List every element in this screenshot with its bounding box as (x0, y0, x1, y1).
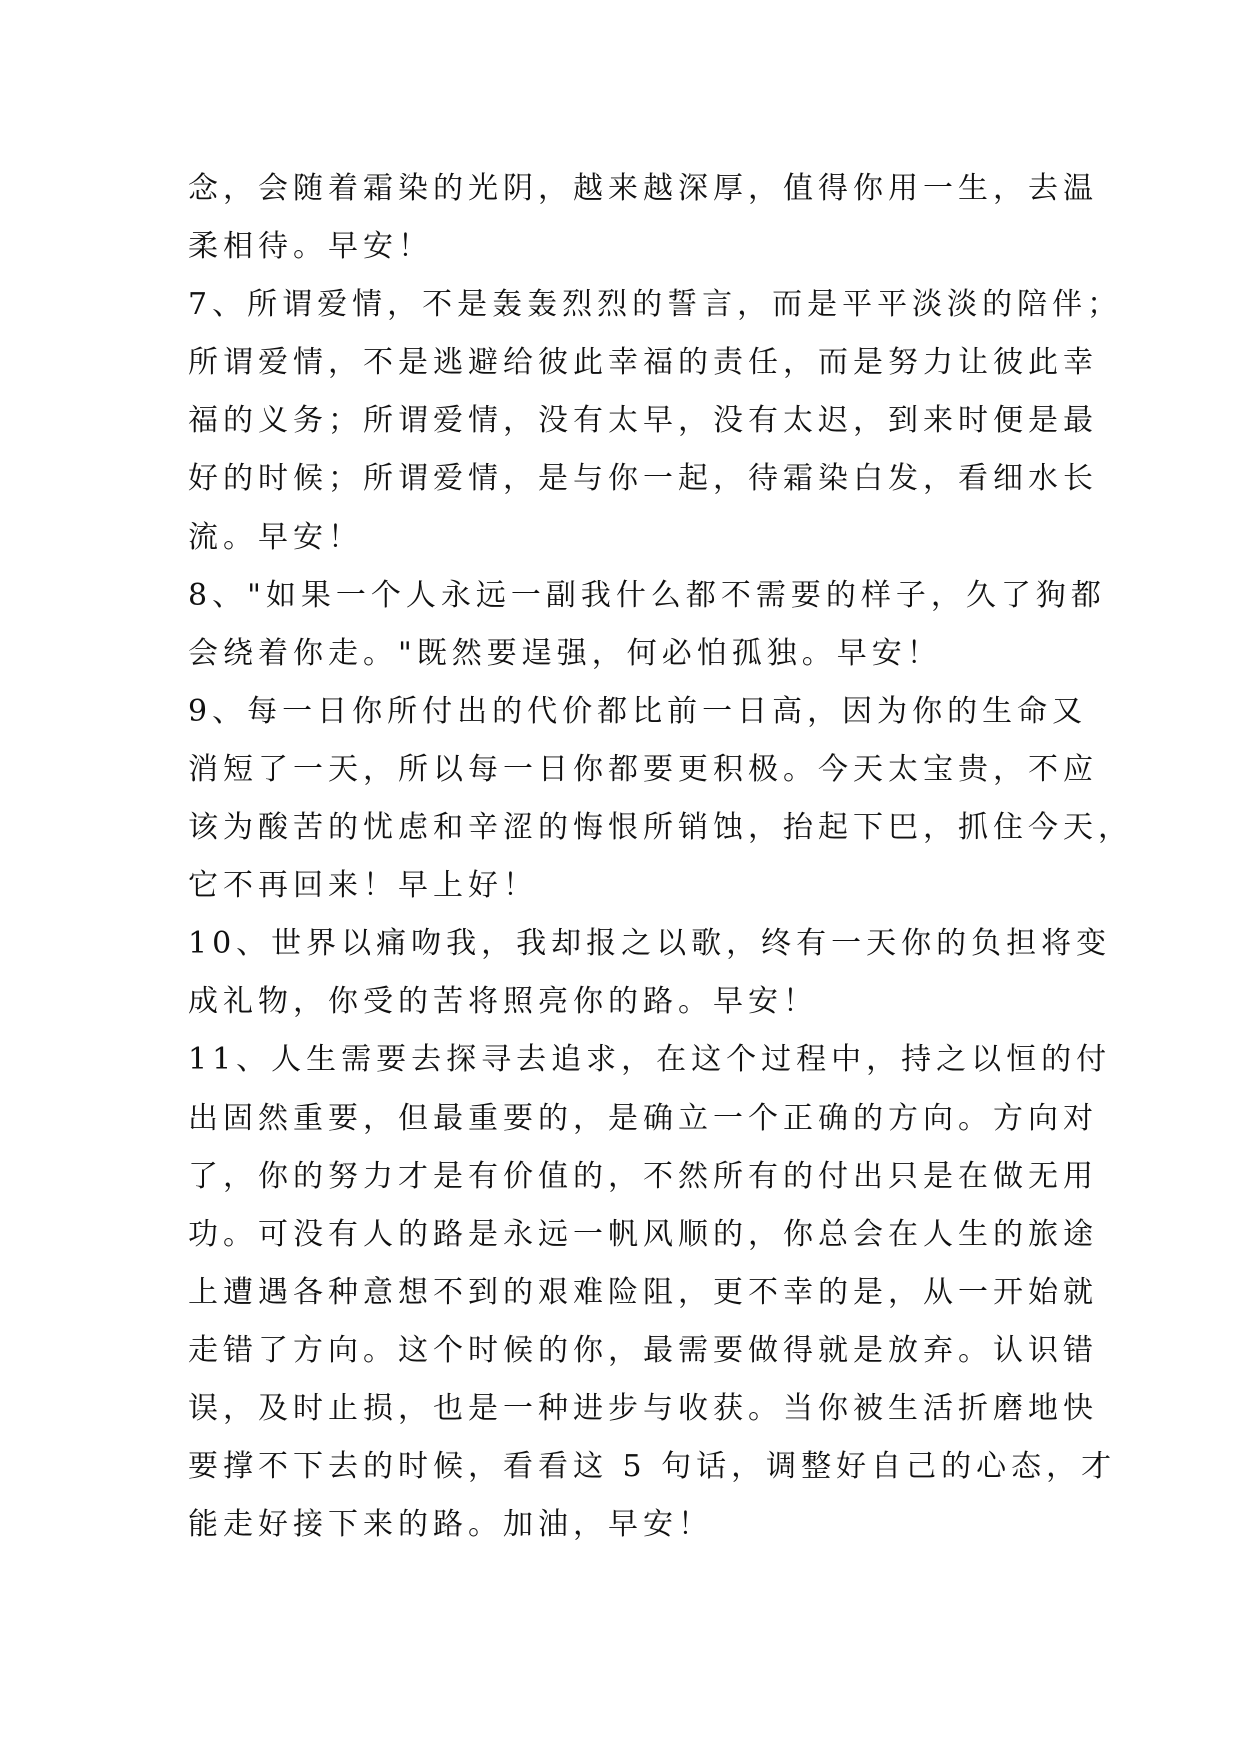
text-line: 了，你的努力才是有价值的，不然所有的付出只是在做无用 (188, 1158, 1098, 1194)
text-line: 福的义务；所谓爱情，没有太早，没有太迟，到来时便是最 (188, 403, 1098, 439)
text-line: 11、人生需要去探寻去追求，在这个过程中，持之以恒的付 (188, 1042, 1112, 1078)
text-line: 它不再回来！早上好！ (188, 868, 538, 904)
text-line: 成礼物，你受的苦将照亮你的路。早安！ (188, 984, 818, 1020)
text-line: 好的时候；所谓爱情，是与你一起，待霜染白发，看细水长 (188, 461, 1098, 497)
text-line: 该为酸苦的忧虑和辛涩的悔恨所销蚀，抬起下巴，抓住今天， (188, 810, 1133, 846)
text-line: 流。早安！ (188, 519, 363, 555)
text-line: 8、"如果一个人永远一副我什么都不需要的样子，久了狗都 (188, 577, 1106, 613)
text-line: 念，会随着霜染的光阴，越来越深厚，值得你用一生，去温 (188, 171, 1098, 206)
text-line: 会绕着你走。"既然要逞强，何必怕孤独。早安！ (188, 635, 942, 671)
text-line: 走错了方向。这个时候的你，最需要做得就是放弃。认识错 (188, 1332, 1098, 1368)
body-text (188, 160, 1133, 1554)
text-line: 7、所谓爱情，不是轰轰烈烈的誓言，而是平平淡淡的陪伴； (188, 287, 1123, 323)
text-line: 10、世界以痛吻我，我却报之以歌，终有一天你的负担将变 (188, 926, 1112, 962)
text-line: 要撑不下去的时候，看看这 5 句话，调整好自己的心态，才 (188, 1449, 1117, 1485)
text-line: 柔相待。早安！ (188, 229, 433, 265)
text-line: 所谓爱情，不是逃避给彼此幸福的责任，而是努力让彼此幸 (188, 345, 1098, 381)
text-line: 上遭遇各种意想不到的艰难险阻，更不幸的是，从一开始就 (188, 1274, 1098, 1310)
text-line: 消短了一天，所以每一日你都要更积极。今天太宝贵，不应 (188, 751, 1098, 787)
text-line: 误，及时止损，也是一种进步与收获。当你被生活折磨地快 (188, 1390, 1098, 1426)
text-line: 9、每一日你所付出的代价都比前一日高，因为你的生命又 (188, 693, 1088, 729)
text-line: 功。可没有人的路是永远一帆风顺的，你总会在人生的旅途 (188, 1216, 1098, 1252)
text-line: 出固然重要，但最重要的，是确立一个正确的方向。方向对 (188, 1100, 1098, 1136)
text-line: 能走好接下来的路。加油，早安！ (188, 1507, 713, 1543)
